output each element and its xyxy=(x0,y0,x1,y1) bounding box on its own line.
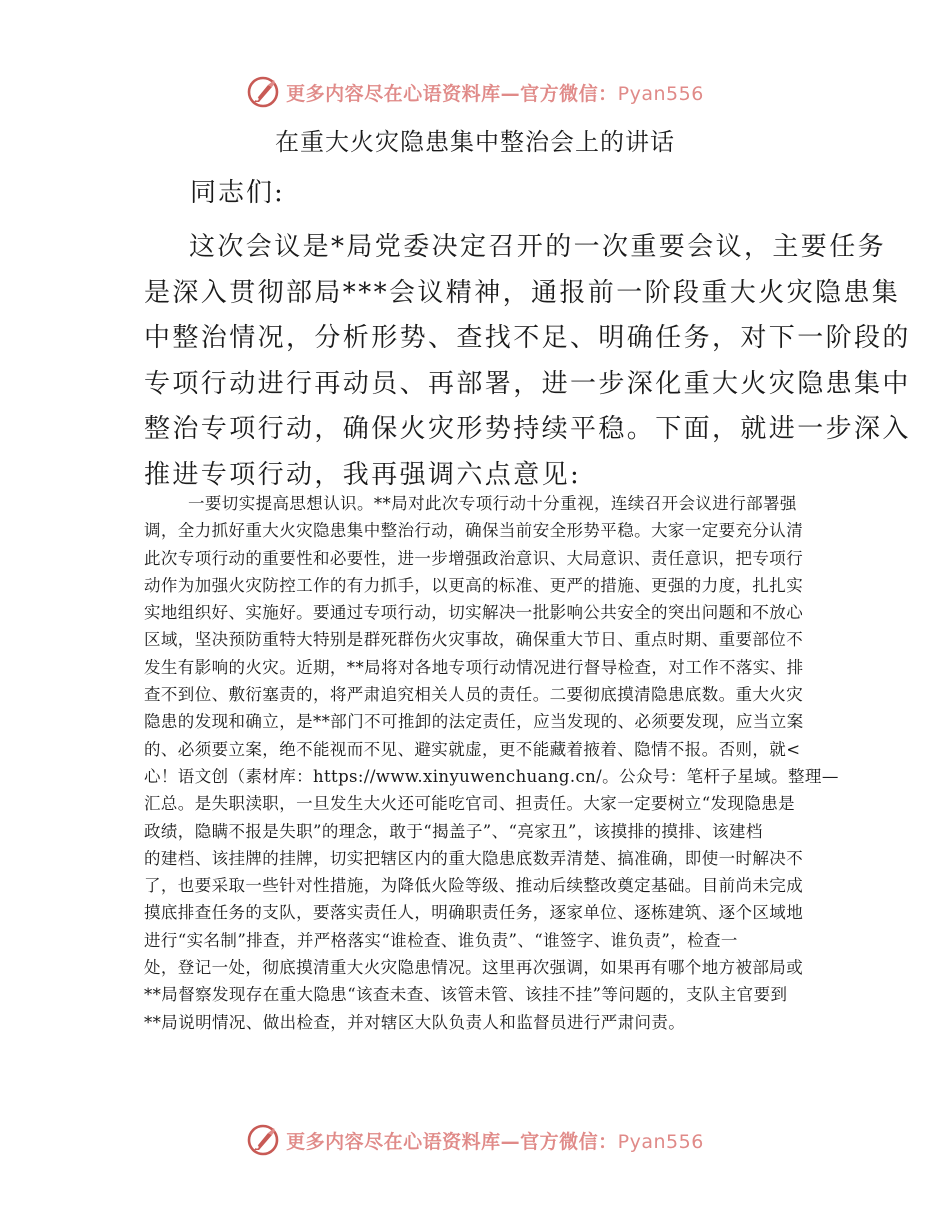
body-line: 了，也要采取一些针对性措施，为降低火险等级、推动后续整改奠定基础。目前尚未完成 xyxy=(144,876,804,896)
intro-line: 推进专项行动，我再强调六点意见: xyxy=(144,459,582,490)
body-line: 调，全力抓好重大火灾隐患集中整治行动，确保当前安全形势平稳。大家一定要充分认清 xyxy=(144,521,804,541)
document-title: 在重大火灾隐患集中整治会上的讲话 xyxy=(275,128,675,156)
body-line: 政绩，隐瞒不报是失职”的理念，敢于“揭盖子”、“亮家丑”，该摸排的摸排、该建档 xyxy=(144,821,763,841)
body-paragraph xyxy=(144,490,839,1036)
footer-watermark-banner xyxy=(0,1120,950,1160)
intro-line: 这次会议是*局党委决定召开的一次重要会议，主要任务 xyxy=(189,232,887,262)
header-banner-wechat-id: Pyan556 xyxy=(617,82,704,105)
header-banner-text xyxy=(286,79,704,106)
body-line: 查不到位、敷衍塞责的，将严肃追究相关人员的责任。二要彻底摸清隐患底数。重大火灾 xyxy=(144,685,804,705)
body-line: 区域，坚决预防重特大特别是群死群伤火灾事故，确保重大节日、重点时期、重要部位不 xyxy=(144,630,804,650)
body-line: 处，登记一处，彻底摸清重大火灾隐患情况。这里再次强调，如果再有哪个地方被部局或 xyxy=(144,958,804,978)
salutation: 同志们: xyxy=(190,178,285,208)
intro-line: 专项行动进行再动员、再部署，进一步深化重大火灾隐患集中 xyxy=(144,368,911,399)
intro-paragraph xyxy=(144,225,911,498)
footer-banner-wechat-id: Pyan556 xyxy=(617,1130,704,1153)
body-line: 动作为加强火灾防控工作的有力抓手，以更高的标准、更严的措施、更强的力度，扎扎实 xyxy=(144,575,804,595)
body-line: 一要切实提高思想认识。**局对此次专项行动十分重视，连续召开会议进行部署强 xyxy=(188,494,797,513)
header-banner-label: 更多内容尽在心语资料库—官方微信： xyxy=(286,82,618,105)
body-line: **局说明情况、做出检查，并对辖区大队负责人和监督员进行严肃问责。 xyxy=(144,1012,686,1032)
quill-pen-logo-icon xyxy=(246,75,280,109)
body-line: 摸底排查任务的支队，要落实责任人，明确职责任务，逐家单位、逐栋建筑、逐个区域地 xyxy=(144,903,804,923)
intro-line: 是深入贯彻部局***会议精神，通报前一阶段重大火灾隐患集 xyxy=(144,277,901,308)
body-line: 发生有影响的火灾。近期，**局将对各地专项行动情况进行督导检查，对工作不落实、排 xyxy=(144,657,804,677)
body-line: 进行“实名制”排查，并严格落实“谁检查、谁负责”、“谁签字、谁负责”，检查一 xyxy=(144,930,738,950)
body-line: 的、必须要立案，绝不能视而不见、避实就虚，更不能藏着掖着、隐情不报。否则，就< xyxy=(144,739,801,759)
body-line: 心！语文创（素材库：https://www.xinyuwenchuang.cn/。公众号：笔杆子星域。整理— xyxy=(144,766,839,786)
intro-line: 中整治情况，分析形势、查找不足、明确任务，对下一阶段的 xyxy=(144,323,911,353)
header-watermark-banner xyxy=(0,72,950,112)
body-line: 汇总。是失职渎职，一旦发生大火还可能吃官司、担责任。大家一定要树立“发现隐患是 xyxy=(144,794,796,814)
quill-pen-logo-icon xyxy=(246,1123,280,1157)
body-line: 的建档、该挂牌的挂牌，切实把辖区内的重大隐患底数弄清楚、搞准确，即使一时解决不 xyxy=(144,848,804,868)
body-line: 实地组织好、实施好。要通过专项行动，切实解决一批影响公共安全的突出问题和不放心 xyxy=(144,603,804,623)
intro-line: 整治专项行动，确保火灾形势持续平稳。下面，就进一步深入 xyxy=(144,414,911,444)
body-line: 隐患的发现和确立，是**部门不可推卸的法定责任，应当发现的、必须要发现，应当立案 xyxy=(144,712,804,732)
footer-banner-text xyxy=(286,1127,704,1154)
body-line: **局督察发现存在重大隐患“该查未查、该管未管、该挂不挂”等问题的，支队主官要到 xyxy=(144,985,788,1005)
body-line: 此次专项行动的重要性和必要性，进一步增强政治意识、大局意识、责任意识，把专项行 xyxy=(144,548,804,568)
footer-banner-label: 更多内容尽在心语资料库—官方微信： xyxy=(286,1130,618,1153)
